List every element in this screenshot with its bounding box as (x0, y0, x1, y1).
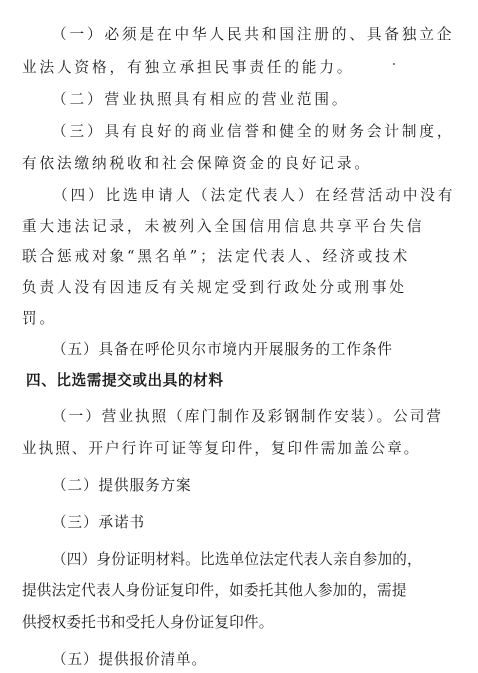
requirement-4-line-5: 罚。 (22, 310, 57, 327)
requirement-1-line-1: （一）必须是在中华人民共和国注册的、具备独立企 (52, 26, 455, 43)
material-4-line-1: （四）身份证明材料。比选单位法定代表人亲自参加的， (52, 551, 422, 568)
requirement-4-line-1: （四）比选申请人（法定代表人）在经营活动中没有 (53, 187, 456, 204)
material-1-line-2: 业执照、开户行许可证等复印件，复印件需加盖公章。 (22, 440, 421, 457)
material-4-line-3: 供授权委托书和受托人身份证复印件。 (22, 614, 274, 631)
requirement-2: （二）营业执照具有相应的营业范围。 (52, 91, 350, 108)
material-2: （二）提供服务方案 (52, 477, 192, 494)
requirement-4-line-4: 负责人没有因违反有关规定受到行政处分或刑事处 (22, 279, 407, 296)
requirement-3-line-1: （三）具有良好的商业信誉和健全的财务会计制度， (52, 123, 455, 140)
requirement-3-line-2: 有依法缴纳税收和社会保障资金的良好记录。 (22, 155, 372, 172)
material-1-line-1: （一）营业执照（库门制作及彩钢制作安装）。公司营 (52, 408, 443, 425)
requirement-1-line-2: 业法人资格，有独立承担民事责任的能力。 (22, 59, 355, 76)
scan-speck (393, 63, 395, 65)
material-5: （五）提供报价清单。 (52, 651, 207, 668)
material-3: （三）承诺书 (52, 514, 145, 531)
material-4-line-2: 提供法定代表人身份证复印件，如委托其他人参加的，需提 (22, 582, 407, 599)
requirement-5: （五）具备在呼伦贝尔市境内开展服务的工作条件 (52, 341, 393, 358)
requirement-4-line-2: 重大违法记录，未被列入全国信用信息共享平台失信 (22, 218, 425, 235)
section-4-heading: 四、比选需提交或出具的材料 (26, 372, 224, 389)
requirement-4-line-3: 联合惩戒对象“黑名单”；法定代表人、经济或技术 (22, 248, 411, 265)
